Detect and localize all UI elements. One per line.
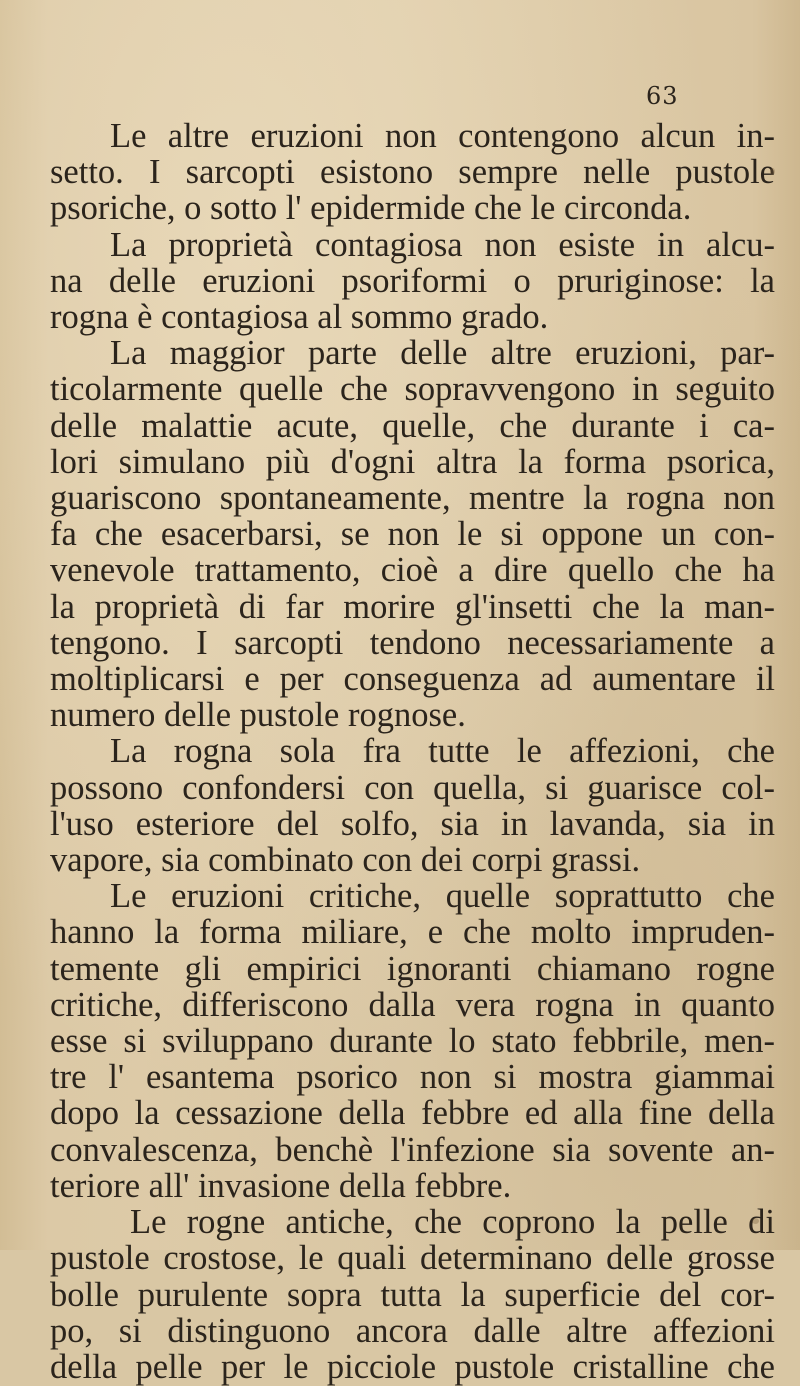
text-line: venevole trattamento, cioè a dire quello che ha xyxy=(50,551,775,590)
text-line: la proprietà di far morire gl'insetti che la man- xyxy=(50,587,775,626)
text-line: moltiplicarsi e per conseguenza ad aumentare il xyxy=(50,660,775,699)
text-line: possono confondersi con quella, si guarisce col- xyxy=(50,768,775,807)
text-line: Le rogne antiche, che coprono la pelle di xyxy=(130,1203,775,1242)
text-line: po, si distinguono ancora dalle altre affezioni xyxy=(50,1311,775,1350)
text-line: fa che esacerbarsi, se non le si oppone un con- xyxy=(50,515,775,554)
text-line: setto. I sarcopti esistono sempre nelle pustole xyxy=(50,153,775,192)
text-line: temente gli empirici ignoranti chiamano rogne xyxy=(50,949,775,988)
text-line: rogna è contagiosa al sommo grado. xyxy=(50,298,549,337)
text-line: guariscono spontaneamente, mentre la rogna non xyxy=(50,479,775,518)
text-line: hanno la forma miliare, e che molto impruden- xyxy=(50,913,775,952)
text-line: bolle purulente sopra tutta la superficie del cor- xyxy=(50,1275,775,1314)
body-text xyxy=(50,118,775,1385)
text-line: psoriche, o sotto l' epidermide che le circonda. xyxy=(50,189,692,228)
text-line: della pelle per le picciole pustole cristalline che xyxy=(50,1347,775,1386)
text-line: tengono. I sarcopti tendono necessariamente a xyxy=(50,623,775,662)
text-line: La maggior parte delle altre eruzioni, par- xyxy=(110,334,775,373)
text-line: dopo la cessazione della febbre ed alla fine della xyxy=(50,1094,775,1133)
text-line: La rogna sola fra tutte le affezioni, che xyxy=(110,732,775,771)
text-line: vapore, sia combinato con dei corpi grassi. xyxy=(50,841,641,880)
text-line: lori simulano più d'ogni altra la forma psorica, xyxy=(50,442,775,481)
text-line: Le eruzioni critiche, quelle soprattutto che xyxy=(110,877,775,916)
page-number: 63 xyxy=(646,82,679,110)
text-line: La proprietà contagiosa non esiste in alcu- xyxy=(110,225,775,264)
text-line: delle malattie acute, quelle, che durante i ca- xyxy=(50,406,775,445)
text-line: convalescenza, benchè l'infezione sia sovente an- xyxy=(50,1130,775,1169)
text-line: ticolarmente quelle che sopravvengono in seguito xyxy=(50,370,775,409)
text-line: teriore all' invasione della febbre. xyxy=(50,1166,512,1205)
paper-spot xyxy=(752,1218,759,1224)
text-line: tre l' esantema psorico non si mostra giammai xyxy=(50,1058,775,1097)
text-line: numero delle pustole rognose. xyxy=(50,696,466,735)
paper-spot xyxy=(770,168,775,175)
text-line: pustole crostose, le quali determinano delle grosse xyxy=(50,1239,775,1278)
text-line: l'uso esteriore del solfo, sia in lavanda, sia in xyxy=(50,804,775,843)
text-line: na delle eruzioni psoriformi o pruriginose: la xyxy=(50,261,775,300)
text-line: esse si sviluppano durante lo stato febbrile, men- xyxy=(50,1022,775,1061)
text-line: critiche, differiscono dalla vera rogna in quanto xyxy=(50,985,775,1024)
text-line: Le altre eruzioni non contengono alcun in- xyxy=(110,117,775,155)
